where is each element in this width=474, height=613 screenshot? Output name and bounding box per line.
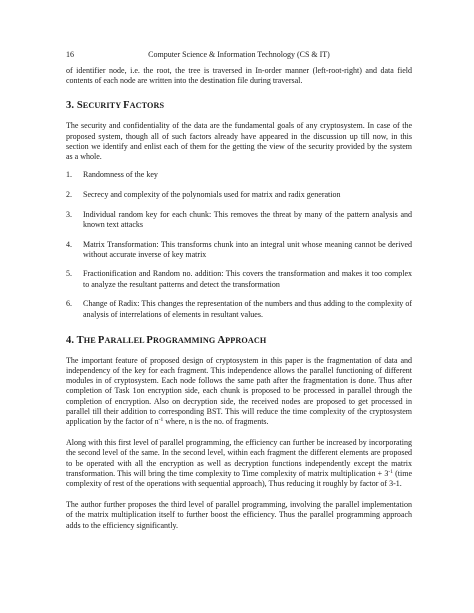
security-factors-list [66, 170, 412, 320]
intro-paragraph: of identifier node, i.e. the root, the tree is traversed in In-order manner (left-root-right) and data field contents of each node are written into the destination file during traversal. [66, 66, 412, 86]
section-4-paragraph-3: The author further proposes the third level of parallel programming, involving the parallel implementation of the matrix multiplication itself to further boost the efficiency. Thus the parallel programming approach adds to the efficiency significantly. [66, 500, 412, 530]
list-item-text: Randomness of the key [83, 170, 158, 180]
section-3-heading: 3. SECURITY FACTORS [66, 100, 165, 112]
list-item-text: Secrecy and complexity of the polynomials used for matrix and radix generation [83, 189, 341, 199]
list-item [66, 299, 412, 319]
list-item [66, 170, 412, 180]
list-item [66, 190, 412, 200]
list-item-number: 3. [66, 209, 72, 219]
list-item-text: Matrix Transformation: This transforms chunk into an integral unit whose meaning cannot be derived without accurate inverse of key matrix [83, 239, 412, 259]
section-4-paragraph-1: The important feature of proposed design of cryptosystem in this paper is the fragmentation of data and independency of the key for each fragment. This independence allows the parallel functioning of different modules in of cryptosystem. Each node follows the same path after the fragmentation is done. Thus after completion of Task 1on encryption side, each chunk is proposed to be processed in parallel through the completion of encryption. Also on decryption side, the received nodes are proposed to get processed in parallel till their addition to corresponding BST. This will reduce the time complexity of the cryptosystem application by the factor of $n^{-1}$ where, n is the no. of fragments. [66, 355, 412, 426]
running-head: Computer Science & Information Technology (CS & IT) [148, 50, 330, 59]
list-item-text: Individual random key for each chunk: This removes the threat by many of the pattern analysis and known text attacks [83, 209, 412, 229]
list-item-text: Fractionification and Random no. addition: This covers the transformation and makes it too complex to analyze the resultant patterns and detect the transformation [83, 269, 412, 289]
page-header [66, 50, 412, 60]
list-item-number: 2. [66, 189, 72, 199]
list-item [66, 240, 412, 260]
list-item-number: 4. [66, 239, 72, 249]
paper-page [66, 50, 412, 531]
section-3-paragraph: The security and confidentiality of the data are the fundamental goals of any cryptosystem. In case of the proposed system, though all of such factors already have appeared in the discussion up till now, in this section we identify and enlist each of them for the getting the view of the security provided by the system as a whole. [66, 121, 412, 162]
section-4-paragraph-2: Along with this first level of parallel programming, the efficiency can further be increased by incorporating the second level of the same. In the second level, within each fragment the different elements are proposed to be operated with all the encryption as well as decryption functions independently except the matrix transformation. This will bring the time complexity to Time complexity of matrix multiplication + $3^{-1}$ (time complexity of rest of the operations with sequential approach), Thus reducing it roughly by factor of 3-1. [66, 438, 412, 488]
list-item-number: 5. [66, 269, 72, 279]
list-item-number: 6. [66, 299, 72, 309]
list-item-number: 1. [66, 170, 72, 180]
section-4-heading: 4. THE PARALLEL PROGRAMMING APPROACH [66, 334, 267, 346]
list-item [66, 269, 412, 289]
list-item-text: Change of Radix: This changes the representation of the numbers and thus adding to the complexity of analysis of interrelations of elements in resultant values. [83, 299, 412, 319]
page-number: 16 [66, 50, 74, 59]
list-item [66, 210, 412, 230]
